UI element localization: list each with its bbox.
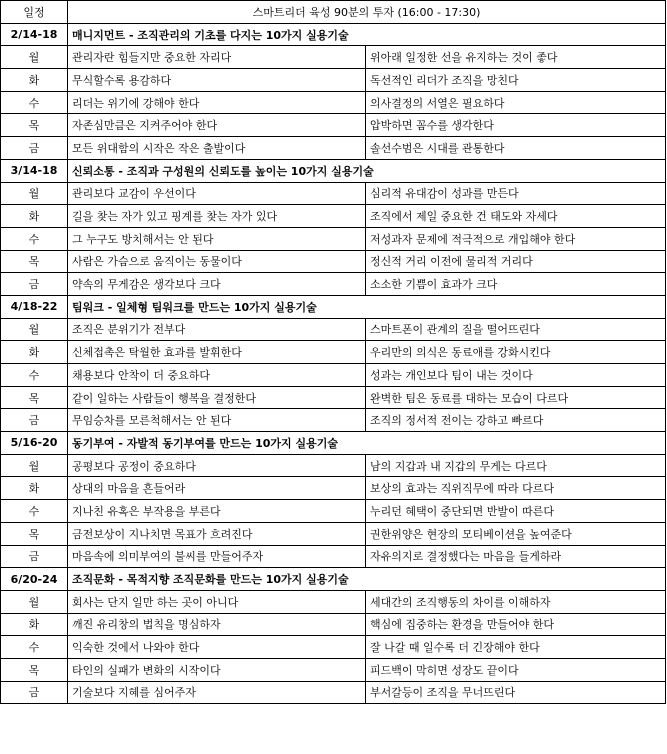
weekday-cell: 월 [1, 590, 68, 613]
section-title: 팀워크 - 일체형 팀워크를 만드는 10가지 실용기술 [68, 295, 666, 318]
lesson-right-cell: 완벽한 팀은 동료를 대하는 모습이 다르다 [366, 386, 666, 409]
weekday-cell: 화 [1, 341, 68, 364]
lesson-right-cell: 핵심에 집중하는 환경을 만들어야 한다 [366, 613, 666, 636]
date-column-header: 일정 [1, 1, 68, 24]
lesson-left-cell: 기술보다 지혜를 심어주자 [68, 681, 366, 704]
weekday-cell: 화 [1, 477, 68, 500]
weekday-cell: 월 [1, 46, 68, 69]
lesson-left-cell: 무식할수록 용감하다 [68, 69, 366, 92]
section-header-row [1, 23, 666, 46]
table-row [1, 545, 666, 568]
weekday-cell: 화 [1, 69, 68, 92]
weekday-cell: 화 [1, 613, 68, 636]
table-row [1, 46, 666, 69]
lesson-right-cell: 조직에서 제일 중요한 건 태도와 자세다 [366, 205, 666, 228]
table-row [1, 477, 666, 500]
table-row [1, 91, 666, 114]
weekday-cell: 금 [1, 681, 68, 704]
section-dates: 6/20-24 [1, 568, 68, 591]
lesson-left-cell: 상대의 마음을 흔들어라 [68, 477, 366, 500]
section-dates: 2/14-18 [1, 23, 68, 46]
lesson-right-cell: 정신적 거리 이전에 물리적 거리다 [366, 250, 666, 273]
lesson-right-cell: 남의 지갑과 내 지갑의 무게는 다르다 [366, 454, 666, 477]
table-row [1, 409, 666, 432]
section-title: 매니지먼트 - 조직관리의 기초를 다지는 10가지 실용기술 [68, 23, 666, 46]
lesson-right-cell: 성과는 개인보다 팀이 내는 것이다 [366, 364, 666, 387]
section-dates: 4/18-22 [1, 295, 68, 318]
lesson-right-cell: 독선적인 리더가 조직을 망친다 [366, 69, 666, 92]
section-title: 동기부여 - 자발적 동기부여를 만드는 10가지 실용기술 [68, 432, 666, 455]
lesson-right-cell: 자유의지로 결정했다는 마음을 들게하라 [366, 545, 666, 568]
lesson-right-cell: 우리만의 의식은 동료애를 강화시킨다 [366, 341, 666, 364]
weekday-cell: 월 [1, 318, 68, 341]
section-header-row [1, 295, 666, 318]
section-header-row [1, 159, 666, 182]
table-row [1, 590, 666, 613]
lesson-right-cell: 잘 나갈 때 일수록 더 긴장해야 한다 [366, 636, 666, 659]
lesson-left-cell: 그 누구도 방치해서는 안 된다 [68, 227, 366, 250]
lesson-right-cell: 스마트폰이 관계의 질을 떨어뜨린다 [366, 318, 666, 341]
lesson-left-cell: 타인의 실패가 변화의 시작이다 [68, 658, 366, 681]
weekday-cell: 수 [1, 227, 68, 250]
weekday-cell: 월 [1, 454, 68, 477]
lesson-left-cell: 모든 위대함의 시작은 작은 출발이다 [68, 137, 366, 160]
table-row [1, 636, 666, 659]
lesson-right-cell: 압박하면 꼼수를 생각한다 [366, 114, 666, 137]
section-title: 신뢰소통 - 조직과 구성원의 신뢰도를 높이는 10가지 실용기술 [68, 159, 666, 182]
table-row [1, 341, 666, 364]
lesson-left-cell: 같이 일하는 사람들이 행복을 결정한다 [68, 386, 366, 409]
lesson-right-cell: 피드백이 막히면 성장도 끝이다 [366, 658, 666, 681]
lesson-left-cell: 무임승차를 모른척해서는 안 된다 [68, 409, 366, 432]
weekday-cell: 수 [1, 636, 68, 659]
table-row [1, 681, 666, 704]
table-row [1, 500, 666, 523]
section-header-row [1, 432, 666, 455]
lesson-right-cell: 저성과자 문제에 적극적으로 개입해야 한다 [366, 227, 666, 250]
weekday-cell: 목 [1, 250, 68, 273]
lesson-right-cell: 의사결정의 서열은 필요하다 [366, 91, 666, 114]
weekday-cell: 수 [1, 91, 68, 114]
weekday-cell: 금 [1, 137, 68, 160]
table-row [1, 318, 666, 341]
weekday-cell: 목 [1, 522, 68, 545]
lesson-left-cell: 채용보다 안착이 더 중요하다 [68, 364, 366, 387]
table-row [1, 273, 666, 296]
lesson-left-cell: 사람은 가슴으로 움직이는 동물이다 [68, 250, 366, 273]
weekday-cell: 수 [1, 364, 68, 387]
weekday-cell: 목 [1, 658, 68, 681]
weekday-cell: 금 [1, 273, 68, 296]
section-dates: 3/14-18 [1, 159, 68, 182]
lesson-right-cell: 소소한 기쁨이 효과가 크다 [366, 273, 666, 296]
table-row [1, 386, 666, 409]
table-title: 스마트리더 육성 90분의 투자 (16:00 - 17:30) [68, 1, 666, 24]
weekday-cell: 금 [1, 409, 68, 432]
section-header-row [1, 568, 666, 591]
lesson-right-cell: 심리적 유대감이 성과를 만든다 [366, 182, 666, 205]
lesson-left-cell: 약속의 무게감은 생각보다 크다 [68, 273, 366, 296]
lesson-left-cell: 마음속에 의미부여의 불씨를 만들어주자 [68, 545, 366, 568]
lesson-left-cell: 공평보다 공정이 중요하다 [68, 454, 366, 477]
table-row [1, 227, 666, 250]
weekday-cell: 목 [1, 386, 68, 409]
table-row [1, 137, 666, 160]
header-row [1, 1, 666, 24]
table-row [1, 182, 666, 205]
table-row [1, 658, 666, 681]
section-title: 조직문화 - 목적지향 조직문화를 만드는 10가지 실용기술 [68, 568, 666, 591]
table-row [1, 454, 666, 477]
lesson-left-cell: 길을 찾는 자가 있고 핑계를 찾는 자가 있다 [68, 205, 366, 228]
lesson-left-cell: 신체접촉은 탁월한 효과를 발휘한다 [68, 341, 366, 364]
lesson-left-cell: 자존심만큼은 지켜주어야 한다 [68, 114, 366, 137]
lesson-right-cell: 누리던 혜택이 중단되면 반발이 따른다 [366, 500, 666, 523]
weekday-cell: 화 [1, 205, 68, 228]
lesson-left-cell: 리더는 위기에 강해야 한다 [68, 91, 366, 114]
lesson-right-cell: 보상의 효과는 직위직무에 따라 다르다 [366, 477, 666, 500]
table-row [1, 114, 666, 137]
lesson-left-cell: 관리자란 힘들지만 중요한 자리다 [68, 46, 366, 69]
table-row [1, 522, 666, 545]
weekday-cell: 월 [1, 182, 68, 205]
lesson-left-cell: 지나친 유혹은 부작용을 부른다 [68, 500, 366, 523]
weekday-cell: 목 [1, 114, 68, 137]
lesson-left-cell: 깨진 유리창의 법칙을 명심하자 [68, 613, 366, 636]
table-row [1, 250, 666, 273]
weekday-cell: 금 [1, 545, 68, 568]
lesson-right-cell: 부서갈등이 조직을 무너뜨린다 [366, 681, 666, 704]
weekday-cell: 수 [1, 500, 68, 523]
table-row [1, 69, 666, 92]
table-row [1, 613, 666, 636]
lesson-right-cell: 위아래 일정한 선을 유지하는 것이 좋다 [366, 46, 666, 69]
lesson-right-cell: 세대간의 조직행동의 차이를 이해하자 [366, 590, 666, 613]
lesson-right-cell: 조직의 정서적 전이는 강하고 빠르다 [366, 409, 666, 432]
table-row [1, 205, 666, 228]
lesson-left-cell: 관리보다 교감이 우선이다 [68, 182, 366, 205]
lesson-left-cell: 회사는 단지 일만 하는 곳이 아니다 [68, 590, 366, 613]
table-row [1, 364, 666, 387]
lesson-left-cell: 금전보상이 지나치면 목표가 흐려진다 [68, 522, 366, 545]
lesson-right-cell: 권한위양은 현장의 모티베이션을 높여준다 [366, 522, 666, 545]
lesson-right-cell: 솔선수범은 시대를 관통한다 [366, 137, 666, 160]
lesson-left-cell: 조직은 분위기가 전부다 [68, 318, 366, 341]
section-dates: 5/16-20 [1, 432, 68, 455]
lesson-left-cell: 익숙한 것에서 나와야 한다 [68, 636, 366, 659]
